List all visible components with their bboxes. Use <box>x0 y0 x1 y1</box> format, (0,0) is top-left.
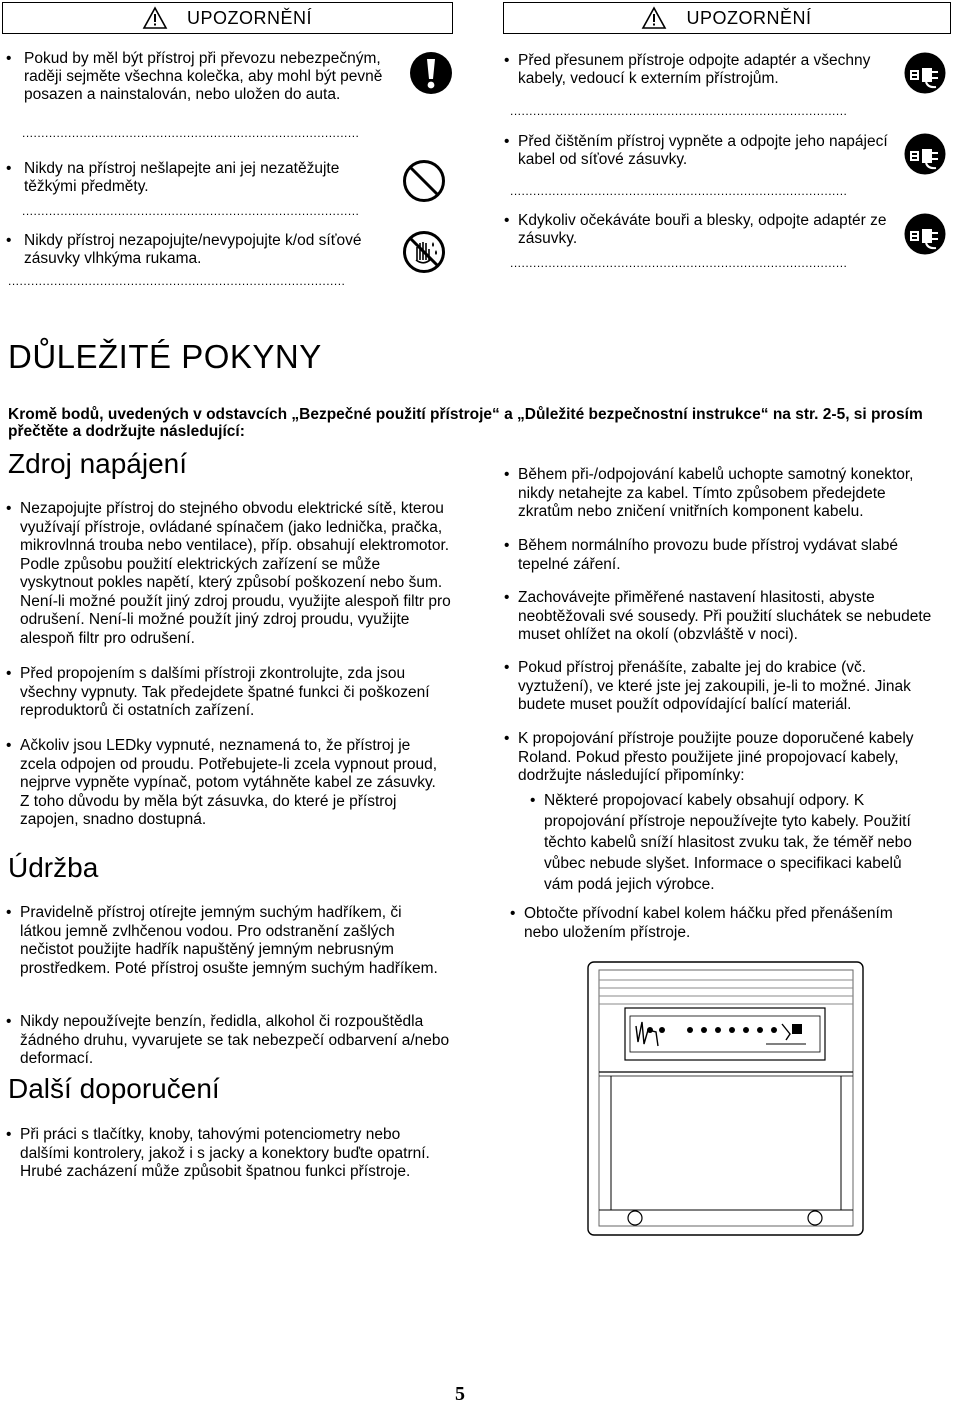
unplug-icon <box>904 213 946 255</box>
amplifier-back-illustration <box>586 960 866 1240</box>
right-item-last: • Obtočte přívodní kabel kolem háčku před přenášením nebo uložením přístroje. <box>510 905 893 941</box>
warning-header-left <box>2 2 453 34</box>
unplug-icon <box>904 52 946 94</box>
separator-dots: ........................................................................................ <box>8 274 346 288</box>
right-item-5: • K propojování přístroje použijte pouze doporučené kabely Roland. Pokud přesto použijete jiné propojovací kabely, dodržujte následující připomínky: <box>504 730 914 784</box>
page-number: 5 <box>455 1383 465 1405</box>
right-subitem: • Některé propojovací kabely obsahují odpory. K propojování přístroje nepoužívejte tyto kabely. Použití těchto kabelů sníží hlasitost zvuku tak, že téměř nebo vůbec nebude slyšet. Informace o specifikaci kabelů vám podá jejich výrobce. <box>530 792 912 893</box>
warning-triangle-icon <box>642 7 666 29</box>
power-item-1: • Nezapojujte přístroj do stejného obvodu elektrické sítě, kterou využívají přístroje, ovládané spínačem (jako lednička, pračka, mikrovlnná trouba nebo ventilace), příp. obsahují elektromotor. Podle způsobu použití elektrických zařízení se může vyskytnout pokles napětí, který způsobí poškození nebo šum. Není-li možné použít jiný zdroj proudu, využijte alespoň filtr pro odrušení. Není-li možné použít jiný zdroj proudu, využijte alespoň filtr pro odrušení. <box>6 500 451 647</box>
unplug-icon <box>904 133 946 175</box>
maintenance-item-1: • Pravidelně přístroj otírejte jemným suchým hadříkem, či látkou jemně zvlhčenou vodou. Pro odstranění zašlých nečistot použijte hadřík napuštěný jemným nebrusným prostředkem. Poté přístroj osušte jemným suchým hadříkem. <box>6 904 438 977</box>
power-item-3: • Ačkoliv jsou LEDky vypnuté, neznamená to, že přístroj je zcela odpojen od proudu. Potřebujete-li zcela vypnout proud, nejprve vypněte vypínač, potom vytáhněte kabel ze zásuvky. Z toho důvodu by měla být zásuvka, do které je přístroj zapojen, snadno dostupná. <box>6 737 438 828</box>
separator-dots: ........................................................................................ <box>510 256 848 270</box>
section-heading-power: Zdroj napájení <box>8 448 188 479</box>
right-item-3: • Zachovávejte přiměřené nastavení hlasitosti, abyste neobtěžovali své sousedy. Při použití sluchátek se nebudete muset ohlížet na okolí (obzvláště v noci). <box>504 589 932 643</box>
separator-dots: ........................................................................................ <box>22 126 360 140</box>
separator-dots: ........................................................................................ <box>510 104 848 118</box>
warning-left-item-3: • Nikdy přístroj nezapojujte/nevypojujte k/od síťové zásuvky vlhkýma rukama. <box>6 232 362 267</box>
right-item-4: • Pokud přístroj přenášíte, zabalte jej do krabice (vč. vyztužení), ve které jste jej zakoupili, je-li to možné. Jinak budete muset použít odpovídající balící materiál. <box>504 659 911 713</box>
no-wet-hands-icon <box>402 230 446 274</box>
intro-paragraph: Kromě bodů, uvedených v odstavcích „Bezpečné použití přístroje“ a „Důležité bezpečnostní instrukce“ na str. 2-5, si prosím přečtěte a dodržujte následující: <box>8 406 923 440</box>
page-title: DŮLEŽITÉ POKYNY <box>8 338 322 375</box>
section-heading-other: Další doporučení <box>8 1073 220 1104</box>
maintenance-item-2: • Nikdy nepoužívejte benzín, ředidla, alkohol či rozpouštědla žádného druhu, vyvarujete se tak nebezpečí odbarvení a/nebo deformací. <box>6 1013 450 1067</box>
warning-right-item-2: • Před čištěním přístroj vypněte a odpojte jeho napájecí kabel od síťové zásuvky. <box>504 133 888 168</box>
prohibited-icon <box>402 159 446 203</box>
warning-right-item-1: • Před přesunem přístroje odpojte adaptér a všechny kabely, vedoucí k externím přístrojům. <box>504 52 871 87</box>
right-item-2: • Během normálního provozu bude přístroj vydávat slabé tepelné záření. <box>504 537 898 573</box>
warning-left-item-1: • Pokud by měl být přístroj při převozu nebezpečným, raději sejměte všechna kolečka, aby mohl být pevně posazen a nainstalován, nebo uložen do auta. <box>6 50 383 103</box>
warning-left-item-2: • Nikdy na přístroj nešlapejte ani jej nezatěžujte těžkými předměty. <box>6 160 340 195</box>
power-item-2: • Před propojením s dalšími přístroji zkontrolujte, zda jsou všechny vypnuty. Tak předejdete špatné funkci či poškození reproduktorů či ostatních zařízení. <box>6 665 430 719</box>
other-item-1: • Při práci s tlačítky, knoby, tahovými potenciometry nebo dalšími kontrolery, jakož i s jacky a konektory buďte opatrní. Hrubé zacházení může způsobit špatnou funkci přístroje. <box>6 1126 430 1180</box>
mandatory-exclamation-icon <box>409 51 453 95</box>
right-item-1: • Během při-/odpojování kabelů uchopte samotný konektor, nikdy netahejte za kabel. Tímto způsobem předejdete zkratům nebo zničení vnitřních komponent kabelu. <box>504 466 914 520</box>
separator-dots: ........................................................................................ <box>22 204 360 218</box>
warning-header-left-text: UPOZORNĚNÍ <box>186 7 312 28</box>
warning-right-item-3: • Kdykoliv očekáváte bouři a blesky, odpojte adaptér ze zásuvky. <box>504 212 887 247</box>
warning-triangle-icon <box>143 7 167 29</box>
warning-header-right-text: UPOZORNĚNÍ <box>686 7 812 28</box>
separator-dots: ........................................................................................ <box>510 184 848 198</box>
warning-header-right <box>503 2 951 34</box>
section-heading-maintenance: Údržba <box>8 852 99 883</box>
